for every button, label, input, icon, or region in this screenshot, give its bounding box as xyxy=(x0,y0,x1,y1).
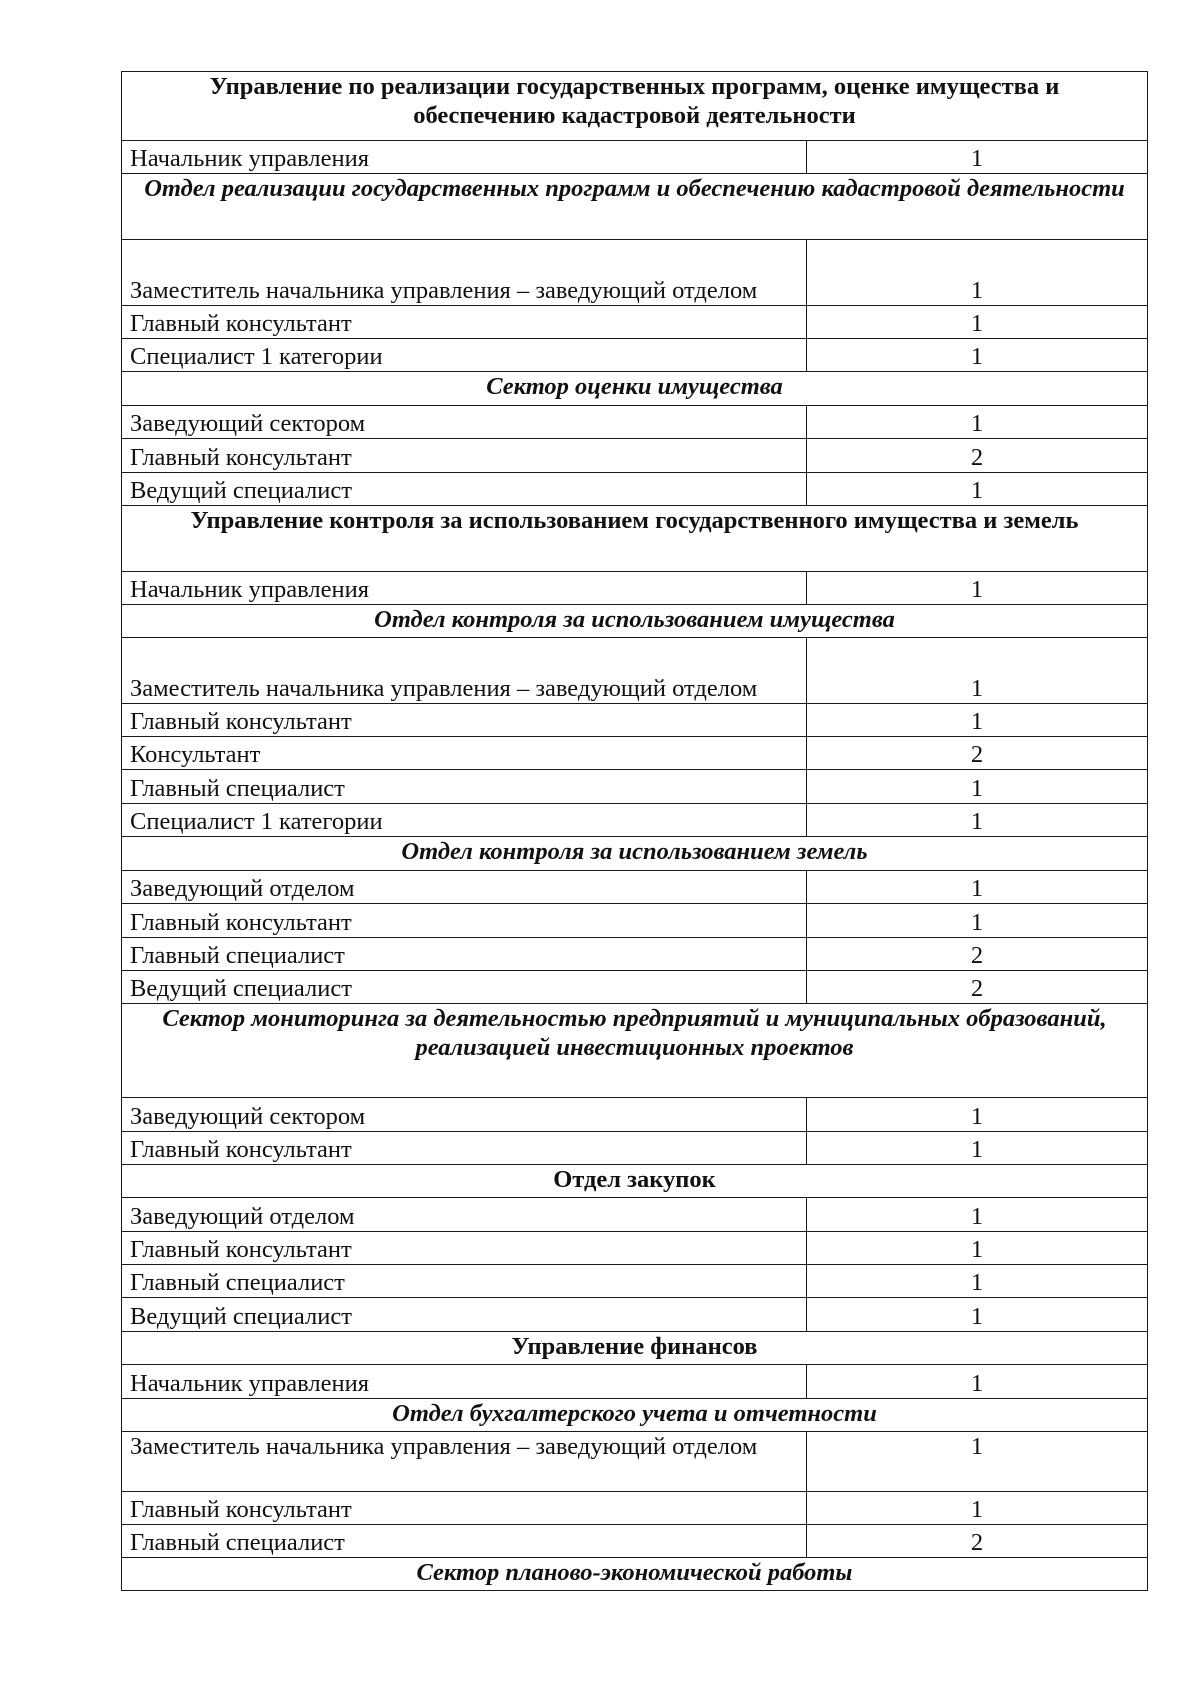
section-title: Отдел закупок xyxy=(122,1165,1148,1198)
position-count: 1 xyxy=(807,1198,1148,1232)
position-count: 1 xyxy=(807,871,1148,904)
section-title: Сектор планово-экономической работы xyxy=(122,1558,1148,1591)
position-title: Главный консультант xyxy=(122,1132,807,1165)
section-title: Отдел контроля за использованием земель xyxy=(122,837,1148,871)
position-title: Консультант xyxy=(122,737,807,770)
position-title: Ведущий специалист xyxy=(122,473,807,506)
section-title: Отдел бухгалтерского учета и отчетности xyxy=(122,1399,1148,1432)
section-header-row xyxy=(122,1399,1148,1432)
position-title: Главный консультант xyxy=(122,1232,807,1265)
position-count: 2 xyxy=(807,938,1148,971)
position-count: 1 xyxy=(807,1265,1148,1298)
position-count: 1 xyxy=(807,141,1148,174)
position-title: Специалист 1 категории xyxy=(122,804,807,837)
position-count: 1 xyxy=(807,1298,1148,1332)
section-header-row xyxy=(122,1004,1148,1098)
section-title: Управление контроля за использованием государственного имущества и земель xyxy=(122,506,1148,572)
position-row xyxy=(122,1232,1148,1265)
position-title: Специалист 1 категории xyxy=(122,339,807,372)
position-row xyxy=(122,1525,1148,1558)
section-header-row xyxy=(122,372,1148,406)
position-title: Главный специалист xyxy=(122,1265,807,1298)
position-count: 1 xyxy=(807,1365,1148,1399)
position-row xyxy=(122,1132,1148,1165)
position-count: 1 xyxy=(807,473,1148,506)
position-count: 2 xyxy=(807,737,1148,770)
position-count: 1 xyxy=(807,339,1148,372)
position-title: Главный специалист xyxy=(122,938,807,971)
section-title: Отдел реализации государственных программ и обеспечению кадастровой деятельности xyxy=(122,174,1148,240)
position-title: Главный специалист xyxy=(122,1525,807,1558)
position-row xyxy=(122,240,1148,306)
position-title: Начальник управления xyxy=(122,141,807,174)
section-header-row xyxy=(122,1165,1148,1198)
section-header-row xyxy=(122,1558,1148,1591)
position-row xyxy=(122,871,1148,904)
position-row xyxy=(122,339,1148,372)
position-title: Начальник управления xyxy=(122,1365,807,1399)
position-title: Заместитель начальника управления – заведующий отделом xyxy=(122,240,807,306)
position-row xyxy=(122,804,1148,837)
position-count: 1 xyxy=(807,240,1148,306)
position-count: 1 xyxy=(807,1232,1148,1265)
section-header-row xyxy=(122,174,1148,240)
position-row xyxy=(122,1432,1148,1492)
position-row xyxy=(122,971,1148,1004)
position-count: 1 xyxy=(807,572,1148,605)
position-title: Ведущий специалист xyxy=(122,971,807,1004)
position-row xyxy=(122,439,1148,473)
position-row xyxy=(122,904,1148,938)
position-title: Главный консультант xyxy=(122,439,807,473)
position-title: Заместитель начальника управления – заведующий отделом xyxy=(122,638,807,704)
position-row xyxy=(122,1098,1148,1132)
section-title: Отдел контроля за использованием имущества xyxy=(122,605,1148,638)
position-title: Главный консультант xyxy=(122,306,807,339)
position-row xyxy=(122,1298,1148,1332)
position-row xyxy=(122,473,1148,506)
position-row xyxy=(122,1365,1148,1399)
position-count: 1 xyxy=(807,1098,1148,1132)
position-row xyxy=(122,1492,1148,1525)
section-header-row xyxy=(122,72,1148,141)
section-title: Сектор оценки имущества xyxy=(122,372,1148,406)
position-row xyxy=(122,704,1148,737)
position-title: Главный специалист xyxy=(122,770,807,804)
position-row xyxy=(122,306,1148,339)
position-count: 1 xyxy=(807,770,1148,804)
position-count: 1 xyxy=(807,1432,1148,1492)
section-header-row xyxy=(122,605,1148,638)
position-count: 2 xyxy=(807,1525,1148,1558)
position-row xyxy=(122,572,1148,605)
position-title: Заведующий отделом xyxy=(122,871,807,904)
section-header-row xyxy=(122,837,1148,871)
position-row xyxy=(122,770,1148,804)
position-count: 1 xyxy=(807,306,1148,339)
position-row xyxy=(122,1198,1148,1232)
section-header-row xyxy=(122,506,1148,572)
position-count: 2 xyxy=(807,439,1148,473)
position-row xyxy=(122,638,1148,704)
position-title: Заведующий отделом xyxy=(122,1198,807,1232)
position-title: Главный консультант xyxy=(122,1492,807,1525)
section-title: Управление по реализации государственных программ, оценке имущества и обеспечению кадастровой деятельности xyxy=(122,72,1148,141)
position-title: Начальник управления xyxy=(122,572,807,605)
position-count: 1 xyxy=(807,1492,1148,1525)
position-title: Заместитель начальника управления – заведующий отделом xyxy=(122,1432,807,1492)
position-count: 1 xyxy=(807,704,1148,737)
section-title: Управление финансов xyxy=(122,1332,1148,1365)
position-count: 2 xyxy=(807,971,1148,1004)
position-row xyxy=(122,406,1148,439)
position-count: 1 xyxy=(807,904,1148,938)
section-header-row xyxy=(122,1332,1148,1365)
position-count: 1 xyxy=(807,638,1148,704)
position-title: Главный консультант xyxy=(122,904,807,938)
position-count: 1 xyxy=(807,1132,1148,1165)
position-count: 1 xyxy=(807,406,1148,439)
position-row xyxy=(122,938,1148,971)
position-title: Ведущий специалист xyxy=(122,1298,807,1332)
position-row xyxy=(122,737,1148,770)
position-title: Главный консультант xyxy=(122,704,807,737)
position-row xyxy=(122,1265,1148,1298)
position-count: 1 xyxy=(807,804,1148,837)
section-title: Сектор мониторинга за деятельностью предприятий и муниципальных образований, реализацией инвестиционных проектов xyxy=(122,1004,1148,1098)
position-title: Заведующий сектором xyxy=(122,406,807,439)
position-title: Заведующий сектором xyxy=(122,1098,807,1132)
position-row xyxy=(122,141,1148,174)
staffing-table xyxy=(121,71,1148,1591)
